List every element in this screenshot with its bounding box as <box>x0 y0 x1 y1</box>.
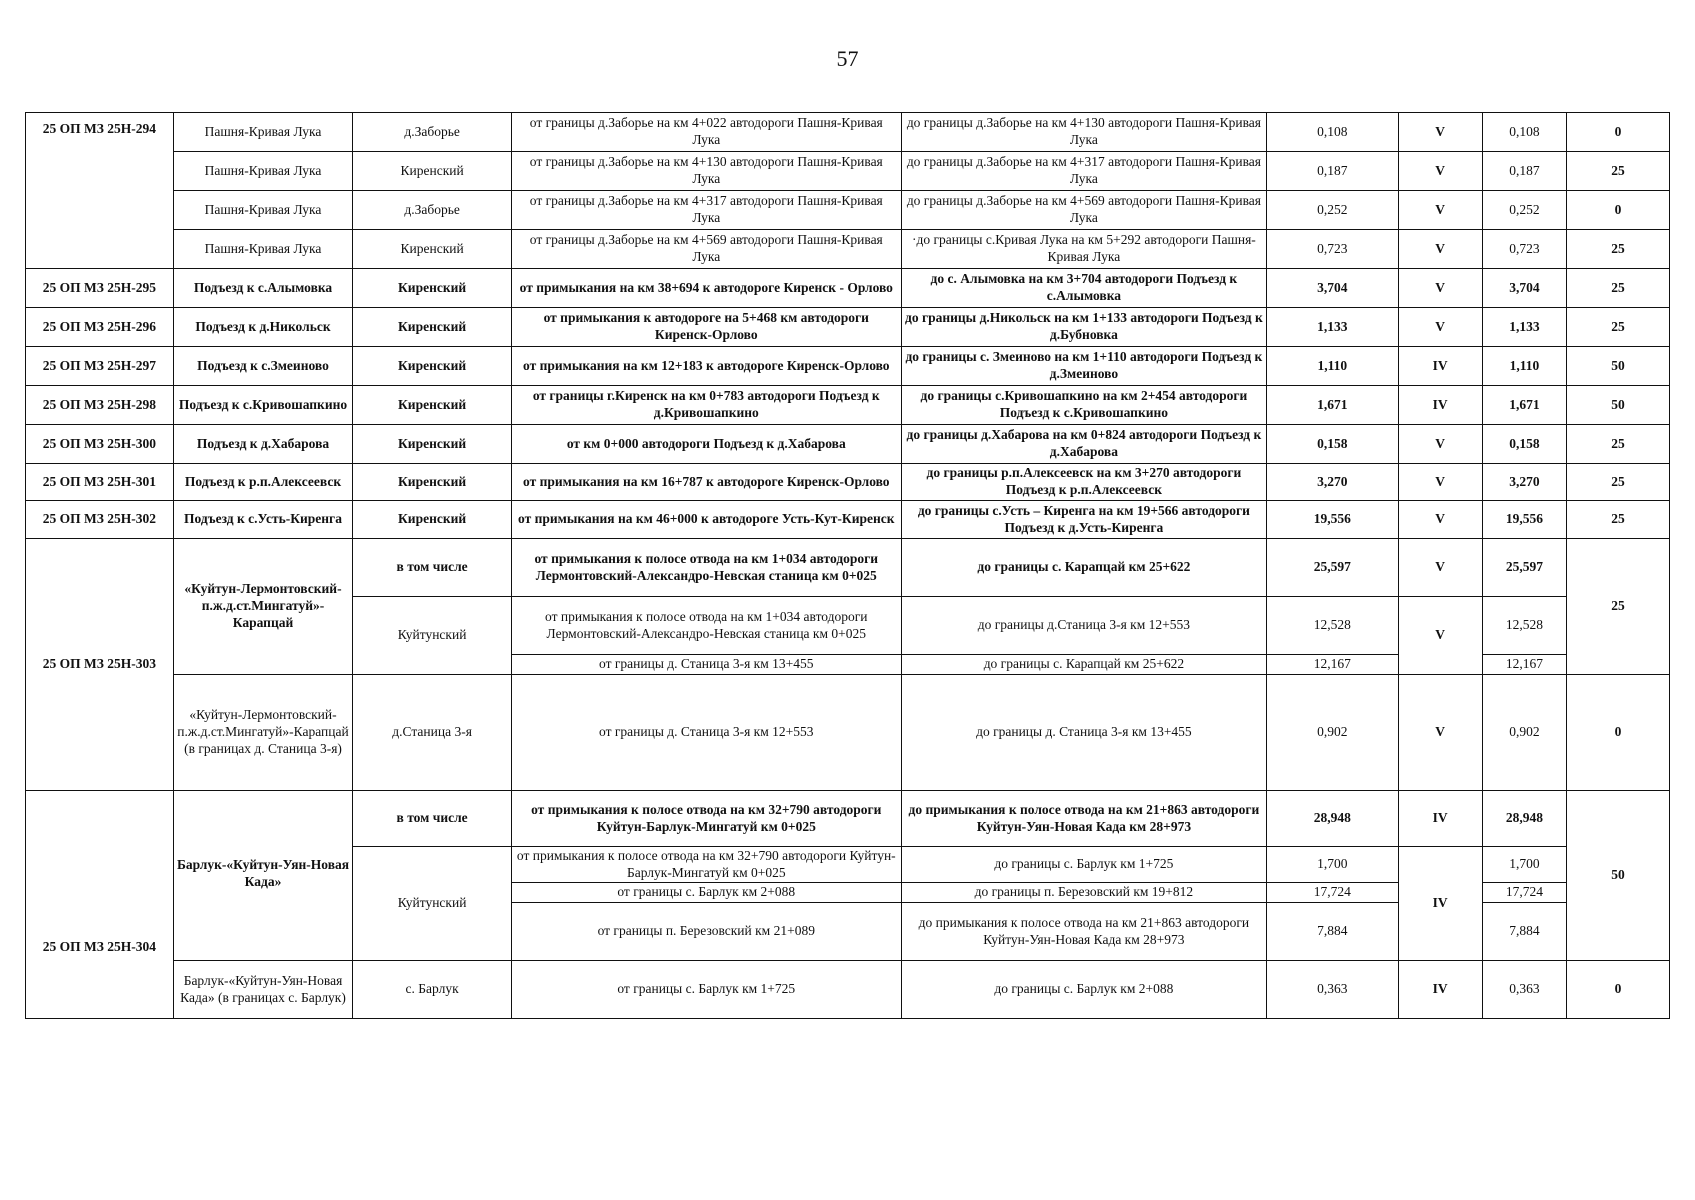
category: IV <box>1398 961 1482 1019</box>
district: Киренский <box>353 152 512 191</box>
length-2: 1,700 <box>1482 847 1566 883</box>
to: до границы с. Карапцай км 25+622 <box>901 655 1267 675</box>
table-row <box>26 961 1670 1019</box>
road-name: Подъезд к д.Никольск <box>173 308 353 347</box>
to: до границы д.Заборье на км 4+130 автодороги Пашня-Кривая Лука <box>901 113 1267 152</box>
length: 17,724 <box>1267 883 1398 903</box>
to: до с. Алымовка на км 3+704 автодороги Подъезд к с.Алымовка <box>901 269 1267 308</box>
last-value: 50 <box>1567 347 1670 386</box>
road-id: 25 ОП МЗ 25Н-298 <box>26 386 174 425</box>
length: 0,723 <box>1267 230 1398 269</box>
district: Киренский <box>353 347 512 386</box>
length-2: 1,133 <box>1482 308 1566 347</box>
last-value: 0 <box>1567 191 1670 230</box>
length: 12,167 <box>1267 655 1398 675</box>
last-value: 50 <box>1567 791 1670 961</box>
from: от км 0+000 автодороги Подъезд к д.Хабарова <box>511 425 901 464</box>
road-name: Подъезд к с.Усть-Киренга <box>173 501 353 539</box>
district: Киренский <box>353 269 512 308</box>
table-row <box>26 425 1670 464</box>
table-row <box>26 675 1670 791</box>
category: V <box>1398 113 1482 152</box>
to: до границы с. Карапцай км 25+622 <box>901 539 1267 597</box>
road-name: Барлук-«Куйтун-Уян-Новая Када» (в границах с. Барлук) <box>173 961 353 1019</box>
to: до границы д.Хабарова на км 0+824 автодороги Подъезд к д.Хабарова <box>901 425 1267 464</box>
from: от границы д.Заборье на км 4+022 автодороги Пашня-Кривая Лука <box>511 113 901 152</box>
last-value: 0 <box>1567 675 1670 791</box>
road-id: 25 ОП МЗ 25Н-300 <box>26 425 174 464</box>
road-name: Пашня-Кривая Лука <box>173 152 353 191</box>
from: от границы д.Заборье на км 4+569 автодороги Пашня-Кривая Лука <box>511 230 901 269</box>
category: V <box>1398 425 1482 464</box>
district: Киренский <box>353 425 512 464</box>
category: V <box>1398 308 1482 347</box>
to: до примыкания к полосе отвода на км 21+863 автодороги Куйтун-Уян-Новая Када км 28+973 <box>901 791 1267 847</box>
length: 0,252 <box>1267 191 1398 230</box>
to: до границы д.Станица 3-я км 12+553 <box>901 597 1267 655</box>
length-2: 1,110 <box>1482 347 1566 386</box>
length-2: 0,252 <box>1482 191 1566 230</box>
length: 1,110 <box>1267 347 1398 386</box>
length: 28,948 <box>1267 791 1398 847</box>
from: от примыкания на км 12+183 к автодороге Киренск-Орлово <box>511 347 901 386</box>
from: от границы г.Киренск на км 0+783 автодороги Подъезд к д.Кривошапкино <box>511 386 901 425</box>
length: 1,133 <box>1267 308 1398 347</box>
road-id: 25 ОП МЗ 25Н-301 <box>26 464 174 501</box>
table-row <box>26 191 1670 230</box>
length: 0,108 <box>1267 113 1398 152</box>
length-2: 25,597 <box>1482 539 1566 597</box>
last-value: 0 <box>1567 961 1670 1019</box>
length-2: 7,884 <box>1482 903 1566 961</box>
district: в том числе <box>353 791 512 847</box>
length: 0,363 <box>1267 961 1398 1019</box>
length: 1,671 <box>1267 386 1398 425</box>
to: до границы д.Никольск на км 1+133 автодороги Подъезд к д.Бубновка <box>901 308 1267 347</box>
from: от границы с. Барлук км 2+088 <box>511 883 901 903</box>
road-name: Пашня-Кривая Лука <box>173 230 353 269</box>
length: 0,158 <box>1267 425 1398 464</box>
from: от примыкания на км 46+000 к автодороге Усть-Кут-Киренск <box>511 501 901 539</box>
length: 0,902 <box>1267 675 1398 791</box>
road-name: «Куйтун-Лермонтовский-п.ж.д.ст.Мингатуй»-Карапцай <box>173 539 353 675</box>
district: Куйтунский <box>353 597 512 675</box>
from: от примыкания к автодороге на 5+468 км автодороги Киренск-Орлово <box>511 308 901 347</box>
length-2: 0,723 <box>1482 230 1566 269</box>
category: V <box>1398 539 1482 597</box>
road-id: 25 ОП МЗ 25Н-303 <box>26 539 174 791</box>
length: 12,528 <box>1267 597 1398 655</box>
category: IV <box>1398 791 1482 847</box>
length: 3,270 <box>1267 464 1398 501</box>
length: 0,187 <box>1267 152 1398 191</box>
length-2: 0,187 <box>1482 152 1566 191</box>
length-2: 0,158 <box>1482 425 1566 464</box>
length: 19,556 <box>1267 501 1398 539</box>
length-2: 0,363 <box>1482 961 1566 1019</box>
road-name: Подъезд к р.п.Алексеевск <box>173 464 353 501</box>
from: от границы д.Заборье на км 4+130 автодороги Пашня-Кривая Лука <box>511 152 901 191</box>
table-row <box>26 501 1670 539</box>
road-id: 25 ОП МЗ 25Н-294 <box>26 113 174 269</box>
table-row <box>26 152 1670 191</box>
page-number: 57 <box>836 46 859 71</box>
from: от примыкания к полосе отвода на км 32+790 автодороги Куйтун-Барлук-Мингатуй км 0+025 <box>511 791 901 847</box>
last-value: 25 <box>1567 539 1670 675</box>
district: д.Заборье <box>353 113 512 152</box>
length: 1,700 <box>1267 847 1398 883</box>
district: Киренский <box>353 230 512 269</box>
from: от примыкания на км 16+787 к автодороге Киренск-Орлово <box>511 464 901 501</box>
category: V <box>1398 501 1482 539</box>
road-name: Подъезд к с.Кривошапкино <box>173 386 353 425</box>
length-2: 17,724 <box>1482 883 1566 903</box>
last-value: 25 <box>1567 152 1670 191</box>
district: в том числе <box>353 539 512 597</box>
last-value: 25 <box>1567 501 1670 539</box>
to: до примыкания к полосе отвода на км 21+863 автодороги Куйтун-Уян-Новая Када км 28+973 <box>901 903 1267 961</box>
category: IV <box>1398 386 1482 425</box>
length-2: 1,671 <box>1482 386 1566 425</box>
to: до границы д.Заборье на км 4+317 автодороги Пашня-Кривая Лука <box>901 152 1267 191</box>
length-2: 0,108 <box>1482 113 1566 152</box>
road-id: 25 ОП МЗ 25Н-296 <box>26 308 174 347</box>
from: от границы п. Березовский км 21+089 <box>511 903 901 961</box>
road-id: 25 ОП МЗ 25Н-304 <box>26 791 174 1019</box>
length-2: 12,528 <box>1482 597 1566 655</box>
length-2: 28,948 <box>1482 791 1566 847</box>
from: от примыкания к полосе отвода на км 32+790 автодороги Куйтун-Барлук-Мингатуй км 0+025 <box>511 847 901 883</box>
category: V <box>1398 269 1482 308</box>
district: с. Барлук <box>353 961 512 1019</box>
to: до границы п. Березовский км 19+812 <box>901 883 1267 903</box>
length-2: 19,556 <box>1482 501 1566 539</box>
road-name: «Куйтун-Лермонтовский-п.ж.д.ст.Мингатуй»-Карапцай (в границах д. Станица 3-я) <box>173 675 353 791</box>
category: IV <box>1398 847 1482 961</box>
from: от границы д. Станица 3-я км 12+553 <box>511 675 901 791</box>
table-row <box>26 308 1670 347</box>
length: 25,597 <box>1267 539 1398 597</box>
district: Киренский <box>353 386 512 425</box>
from: от границы с. Барлук км 1+725 <box>511 961 901 1019</box>
length-2: 12,167 <box>1482 655 1566 675</box>
from: от границы д.Заборье на км 4+317 автодороги Пашня-Кривая Лука <box>511 191 901 230</box>
road-id: 25 ОП МЗ 25Н-295 <box>26 269 174 308</box>
district: Киренский <box>353 464 512 501</box>
district: Куйтунский <box>353 847 512 961</box>
road-name: Пашня-Кривая Лука <box>173 113 353 152</box>
to: до границы д.Заборье на км 4+569 автодороги Пашня-Кривая Лука <box>901 191 1267 230</box>
to: до границы с. Барлук км 1+725 <box>901 847 1267 883</box>
table-row <box>26 347 1670 386</box>
to: до границы с. Змеиново на км 1+110 автодороги Подъезд к д.Змеиново <box>901 347 1267 386</box>
last-value: 25 <box>1567 425 1670 464</box>
district: Киренский <box>353 501 512 539</box>
roads-table <box>25 112 1670 1019</box>
category: V <box>1398 191 1482 230</box>
district: Киренский <box>353 308 512 347</box>
table-row <box>26 269 1670 308</box>
category: V <box>1398 675 1482 791</box>
last-value: 25 <box>1567 269 1670 308</box>
length-2: 3,704 <box>1482 269 1566 308</box>
table-row <box>26 464 1670 501</box>
last-value: 50 <box>1567 386 1670 425</box>
table-row <box>26 791 1670 847</box>
to: до границы д. Станица 3-я км 13+455 <box>901 675 1267 791</box>
district: д.Заборье <box>353 191 512 230</box>
last-value: 25 <box>1567 308 1670 347</box>
length: 3,704 <box>1267 269 1398 308</box>
category: V <box>1398 152 1482 191</box>
to: до границы р.п.Алексеевск на км 3+270 автодороги Подъезд к р.п.Алексеевск <box>901 464 1267 501</box>
length-2: 3,270 <box>1482 464 1566 501</box>
length: 7,884 <box>1267 903 1398 961</box>
from: от примыкания на км 38+694 к автодороге Киренск - Орлово <box>511 269 901 308</box>
to: до границы с.Усть – Киренга на км 19+566 автодороги Подъезд к д.Усть-Киренга <box>901 501 1267 539</box>
to: ·до границы с.Кривая Лука на км 5+292 автодороги Пашня-Кривая Лука <box>901 230 1267 269</box>
to: до границы с. Барлук км 2+088 <box>901 961 1267 1019</box>
road-name: Подъезд к д.Хабарова <box>173 425 353 464</box>
table-row <box>26 113 1670 152</box>
to: до границы с.Кривошапкино на км 2+454 автодороги Подъезд к с.Кривошапкино <box>901 386 1267 425</box>
category: IV <box>1398 347 1482 386</box>
category: V <box>1398 230 1482 269</box>
table-row <box>26 539 1670 597</box>
last-value: 25 <box>1567 230 1670 269</box>
road-name: Подъезд к с.Змеиново <box>173 347 353 386</box>
from: от примыкания к полосе отвода на км 1+034 автодороги Лермонтовский-Александро-Невская станица км 0+025 <box>511 597 901 655</box>
table-row <box>26 230 1670 269</box>
category: V <box>1398 597 1482 675</box>
from: от примыкания к полосе отвода на км 1+034 автодороги Лермонтовский-Александро-Невская станица км 0+025 <box>511 539 901 597</box>
road-name: Подъезд к с.Алымовка <box>173 269 353 308</box>
road-id: 25 ОП МЗ 25Н-297 <box>26 347 174 386</box>
category: V <box>1398 464 1482 501</box>
table-row <box>26 386 1670 425</box>
last-value: 25 <box>1567 464 1670 501</box>
from: от границы д. Станица 3-я км 13+455 <box>511 655 901 675</box>
last-value: 0 <box>1567 113 1670 152</box>
length-2: 0,902 <box>1482 675 1566 791</box>
road-name: Барлук-«Куйтун-Уян-Новая Када» <box>173 791 353 961</box>
road-name: Пашня-Кривая Лука <box>173 191 353 230</box>
road-id: 25 ОП МЗ 25Н-302 <box>26 501 174 539</box>
district: д.Станица 3-я <box>353 675 512 791</box>
